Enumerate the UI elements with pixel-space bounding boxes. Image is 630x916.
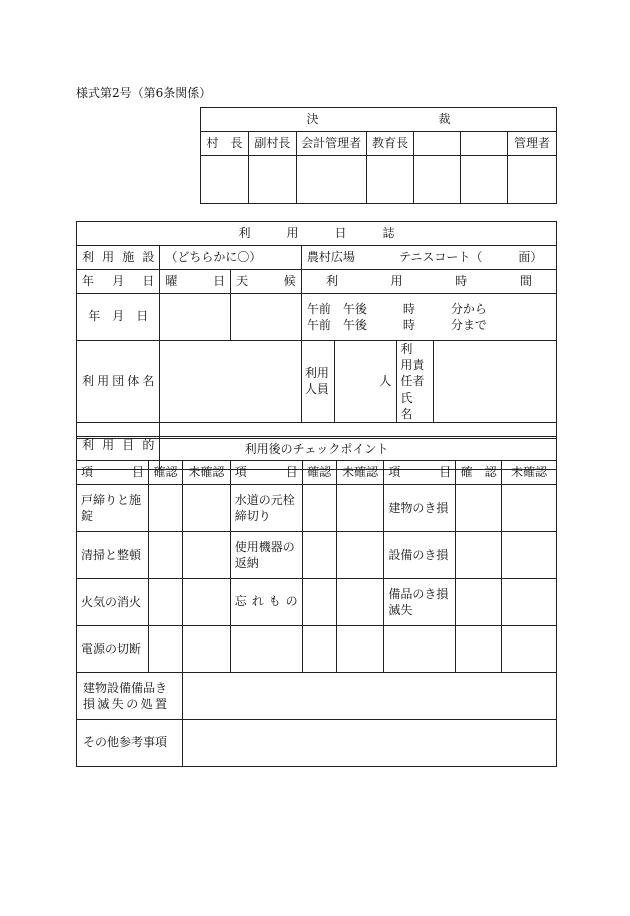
form-id: 様式第2号（第6条関係） — [76, 86, 212, 100]
purpose-label: 利用目的 — [77, 422, 160, 469]
check-box[interactable] — [302, 532, 336, 579]
date-header: 年 月 日 — [77, 270, 160, 294]
approval-stamp-education[interactable] — [366, 156, 414, 204]
weekday-value[interactable] — [160, 294, 231, 341]
approval-role-blank-1 — [414, 132, 461, 156]
confirmed-header-1: 確認 — [148, 461, 182, 485]
check-item-building-damage: 建物のき損 — [384, 485, 456, 532]
check-item-lost-items: 忘れもの — [230, 579, 302, 626]
confirmed-header-3: 確 認 — [456, 461, 502, 485]
unconfirmed-header-1: 未確認 — [182, 461, 230, 485]
check-box[interactable] — [148, 579, 182, 626]
group-name-value[interactable] — [160, 341, 301, 423]
check-box[interactable] — [148, 485, 182, 532]
check-item-empty — [230, 626, 302, 673]
approval-role-manager: 管理者 — [508, 132, 557, 156]
item-header-1: 項 目 — [77, 461, 149, 485]
approval-title: 決 裁 — [201, 108, 557, 132]
facility-options[interactable] — [301, 246, 556, 270]
check-box[interactable] — [456, 579, 502, 626]
manager-label: 利 用責任者氏 名 — [397, 341, 434, 423]
date-value[interactable]: 年 月 日 — [77, 294, 160, 341]
check-box[interactable] — [302, 485, 336, 532]
facility-option-tennis[interactable]: テニスコート（ 面） — [398, 249, 543, 264]
approval-stamp-deputy-mayor[interactable] — [248, 156, 296, 204]
check-item-facility-damage: 設備のき損 — [384, 532, 456, 579]
approval-role-accounting: 会計管理者 — [296, 132, 366, 156]
log-title: 利 用 日 誌 — [77, 222, 557, 246]
check-box[interactable] — [502, 532, 557, 579]
check-item-empty — [384, 626, 456, 673]
check-box[interactable] — [182, 532, 230, 579]
approval-role-deputy-mayor: 副村長 — [248, 132, 296, 156]
check-item-equipment-return: 使用機器の返納 — [230, 532, 302, 579]
check-box[interactable] — [182, 579, 230, 626]
approval-table — [200, 107, 557, 204]
check-box[interactable] — [302, 626, 336, 673]
check-item-fire: 火気の消火 — [77, 579, 149, 626]
approval-role-mayor: 村 長 — [201, 132, 249, 156]
time-value[interactable] — [301, 294, 556, 341]
check-box[interactable] — [148, 626, 182, 673]
other-notes-value[interactable] — [182, 720, 556, 767]
check-box[interactable] — [456, 485, 502, 532]
check-box[interactable] — [336, 579, 384, 626]
check-box[interactable] — [456, 626, 502, 673]
damage-measures-label: 建物設備備品き損滅失の処置 — [77, 673, 183, 720]
users-count[interactable]: 人 — [334, 341, 397, 423]
check-box[interactable] — [148, 532, 182, 579]
usage-log-table — [76, 221, 557, 470]
checkpoint-table — [76, 436, 557, 767]
item-header-2: 項 目 — [230, 461, 302, 485]
approval-stamp-accounting[interactable] — [296, 156, 366, 204]
approval-role-blank-2 — [461, 132, 508, 156]
check-box[interactable] — [302, 579, 336, 626]
check-box[interactable] — [336, 626, 384, 673]
group-name-label: 利用団体名 — [77, 341, 160, 423]
confirmed-header-2: 確認 — [302, 461, 336, 485]
check-box[interactable] — [502, 626, 557, 673]
unconfirmed-header-3: 未確認 — [502, 461, 557, 485]
check-item-fixture-damage: 備品のき損滅失 — [384, 579, 456, 626]
check-box[interactable] — [456, 532, 502, 579]
approval-stamp-manager[interactable] — [508, 156, 557, 204]
facility-choice-note: （どちらかに〇） — [160, 246, 301, 270]
unconfirmed-header-2: 未確認 — [336, 461, 384, 485]
checkpoint-title: 利用後のチェックポイント — [77, 438, 557, 461]
item-header-3: 項 目 — [384, 461, 456, 485]
check-item-cleaning: 清掃と整頓 — [77, 532, 149, 579]
check-box[interactable] — [182, 485, 230, 532]
check-item-water: 水道の元栓締切り — [230, 485, 302, 532]
approval-role-education: 教育長 — [366, 132, 414, 156]
facility-option-field[interactable]: 農村広場 — [306, 249, 355, 264]
check-box[interactable] — [336, 485, 384, 532]
check-box[interactable] — [336, 532, 384, 579]
manager-value[interactable] — [434, 341, 557, 423]
time-from: 午前 午後 時 分から — [306, 301, 487, 316]
approval-stamp-blank-2[interactable] — [461, 156, 508, 204]
damage-measures-value[interactable] — [182, 673, 556, 720]
weekday-header: 曜 日 — [160, 270, 231, 294]
other-notes-label: その他参考事項 — [77, 720, 183, 767]
check-box[interactable] — [182, 626, 230, 673]
time-header: 利 用 時 間 — [301, 270, 556, 294]
check-item-power: 電源の切断 — [77, 626, 149, 673]
check-box[interactable] — [502, 485, 557, 532]
check-box[interactable] — [502, 579, 557, 626]
approval-stamp-mayor[interactable] — [201, 156, 249, 204]
time-to: 午前 午後 時 分まで — [306, 318, 487, 332]
users-label: 利用人員 — [301, 341, 334, 423]
check-item-lock: 戸締りと施錠 — [77, 485, 149, 532]
weather-value[interactable] — [231, 294, 302, 341]
weather-header: 天 候 — [231, 270, 302, 294]
approval-stamp-blank-1[interactable] — [414, 156, 461, 204]
facility-label: 利用施設 — [77, 246, 160, 270]
